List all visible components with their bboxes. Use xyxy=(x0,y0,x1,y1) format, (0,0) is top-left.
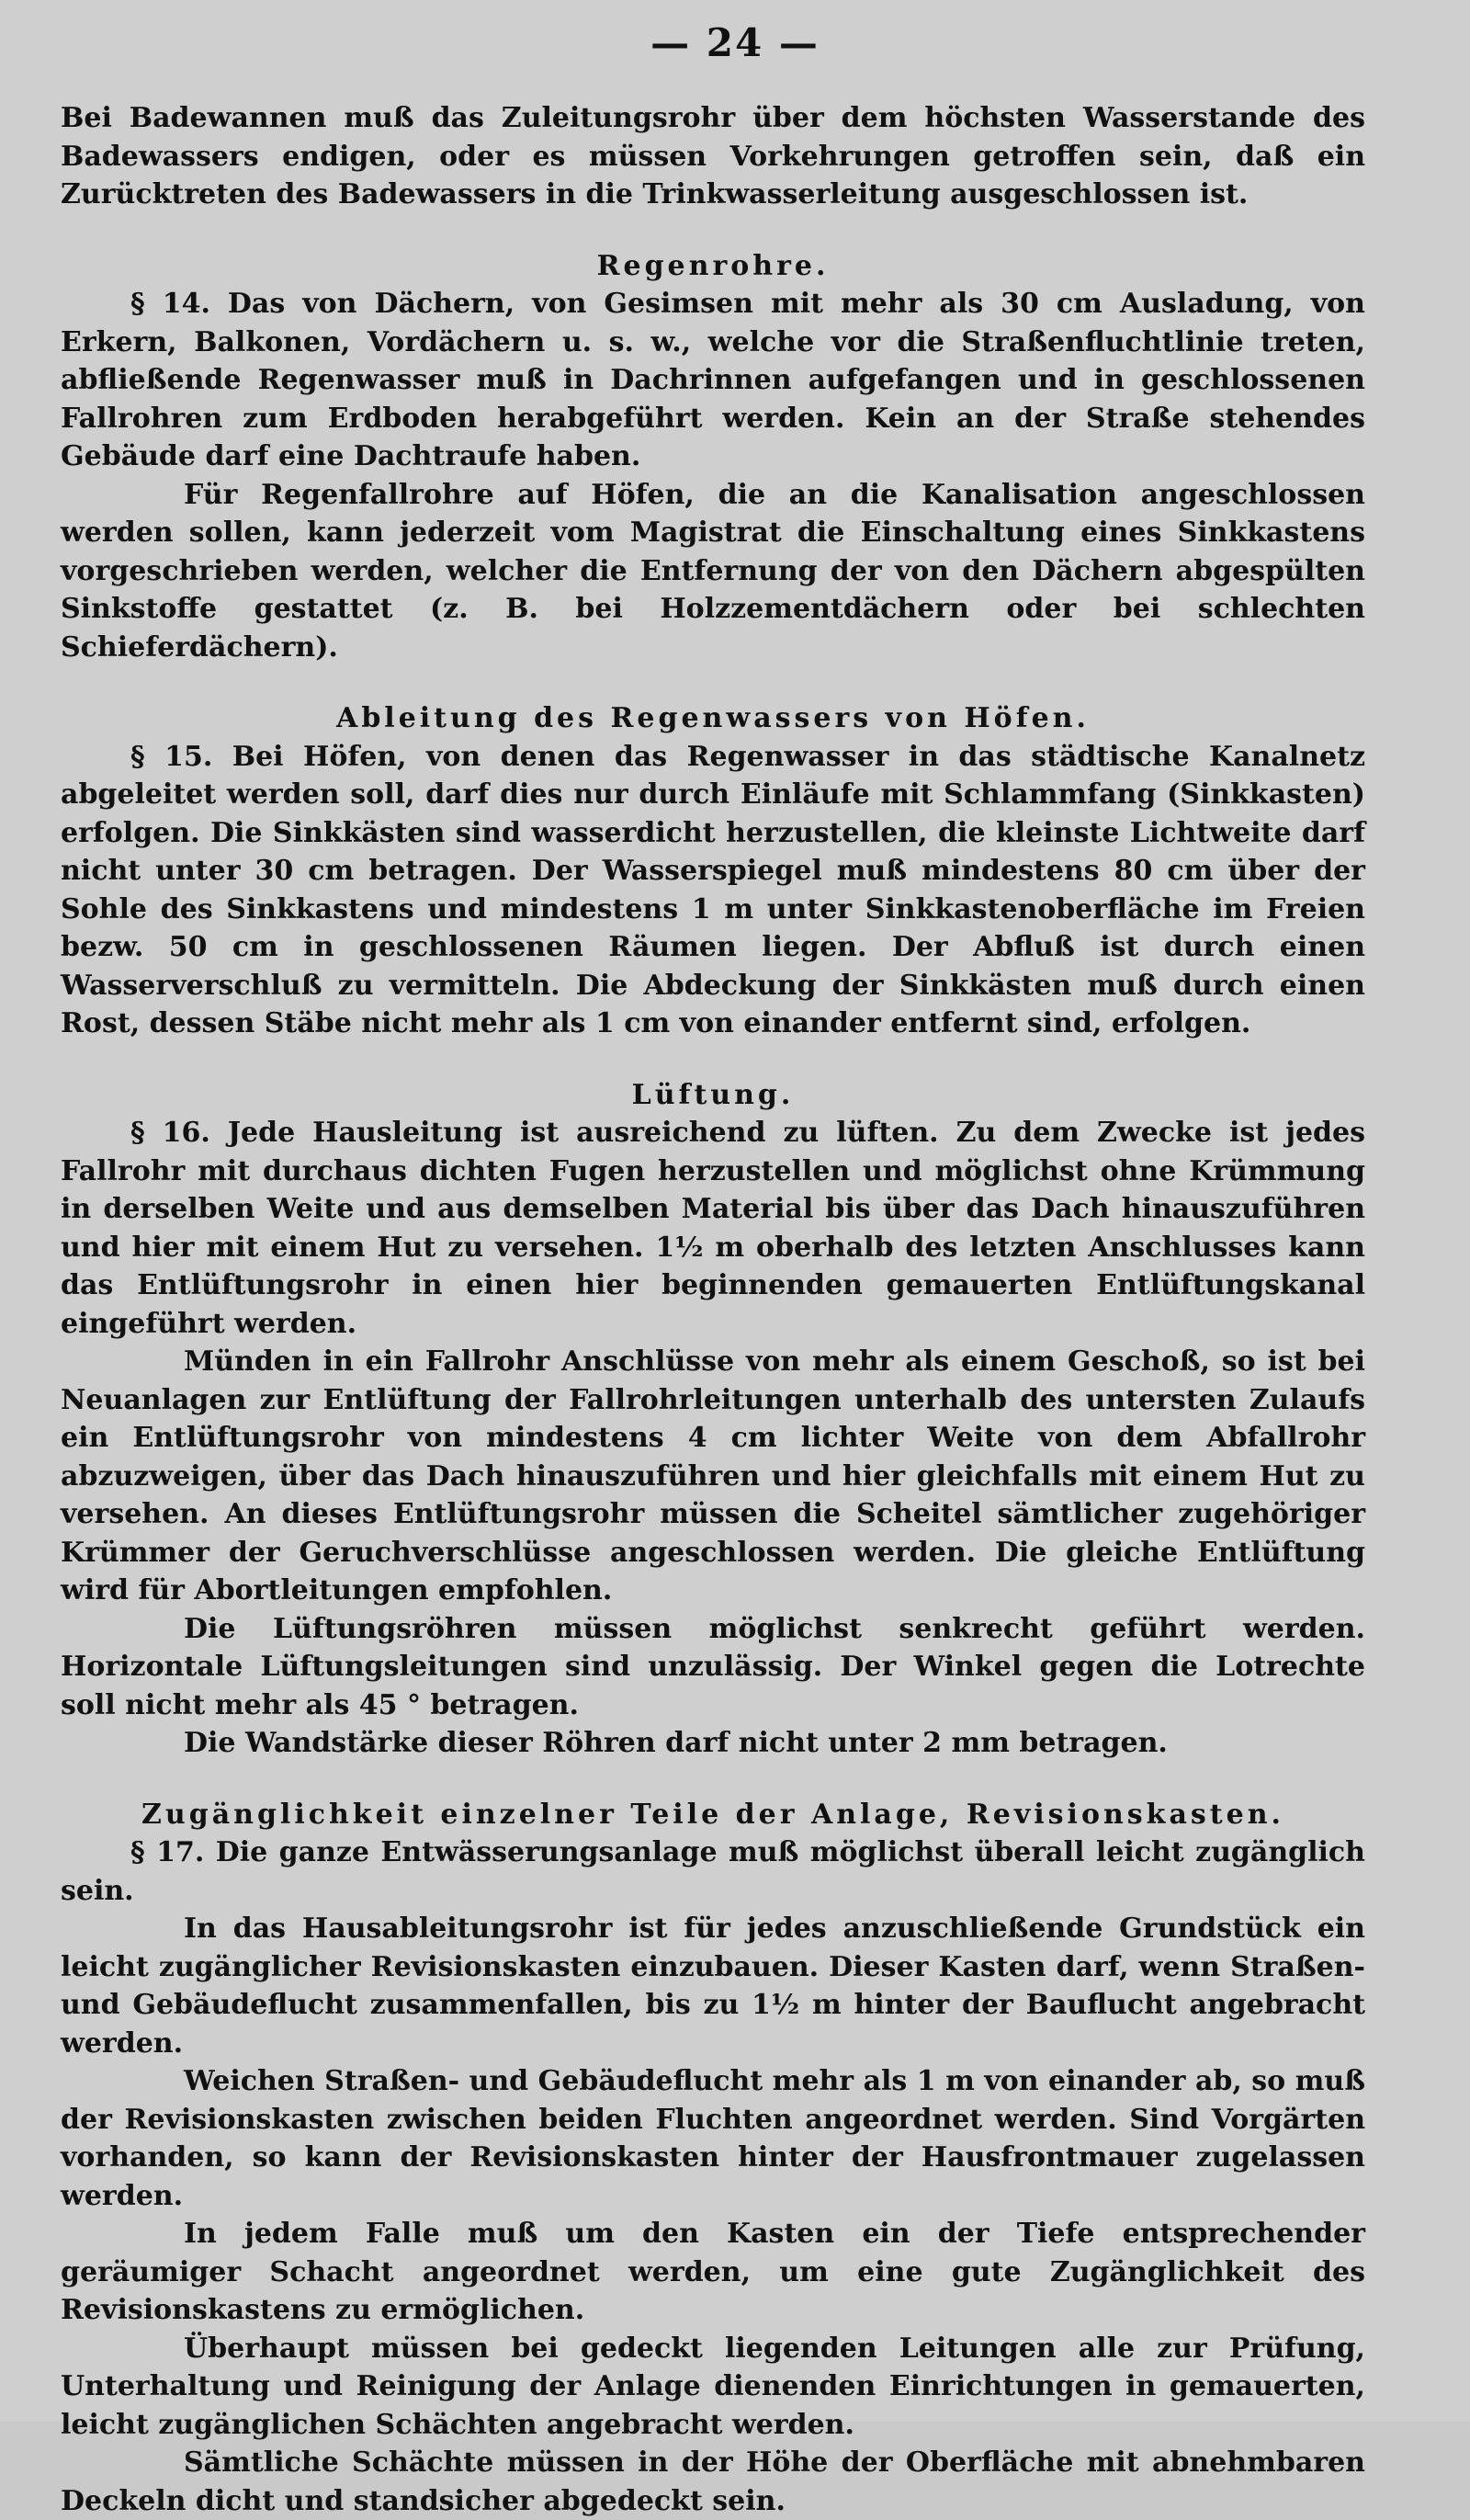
paragraph-17: § 17. Die ganze Entwässerungsanlage muß möglichst überall leicht zugänglich sein. xyxy=(61,1836,1365,1907)
paragraph-17-5: Überhaupt müssen bei gedeckt liegenden Leitungen alle zur Prüfung, Unterhaltung und Reinigung der Anlage dienenden Einrichtungen in gemauerten, leicht zugänglichen Schächten angebracht werden. xyxy=(61,2332,1365,2441)
page-number: — 24 — xyxy=(650,20,820,65)
paragraph-16: § 16. Jede Hausleitung ist ausreichend zu lüften. Zu dem Zwecke ist jedes Fallrohr mit durchaus dichten Fugen herzustellen und möglichst ohne Krümmung in derselben Weite und aus demselben Material bis über das Dach hinauszuführen und hier mit einem Hut zu versehen. 1½ m oberhalb des letzten Anschlusses kann das Entlüftungsrohr in einen hier beginnenden gemauerten Entlüftungskanal eingeführt werden. xyxy=(61,1117,1365,1340)
page-body xyxy=(61,99,1365,2520)
paragraph-15: § 15. Bei Höfen, von denen das Regenwasser in das städtische Kanalnetz abgeleitet werden soll, darf dies nur durch Einläufe mit Schlammfang (Sinkkasten) erfolgen. Die Sinkkästen sind wasserdicht herzustellen, die kleinste Lichtweite darf nicht unter 30 cm betragen. Der Wasserspiegel muß mindestens 80 cm über der Sohle des Sinkkastens und mindestens 1 m unter Sinkkastenoberfläche im Freien bezw. 50 cm in geschlossenen Räumen liegen. Der Abfluß ist durch einen Wasserverschluß zu vermitteln. Die Abdeckung der Sinkkästen muß durch einen Rost, dessen Stäbe nicht mehr als 1 cm von einander entfernt sind, erfolgen. xyxy=(61,740,1365,1039)
paragraph-16-3: Die Lüftungsröhren müssen möglichst senkrecht geführt werden. Horizontale Lüftungsleitungen sind unzulässig. Der Winkel gegen die Lotrechte soll nicht mehr als 45 ° betragen. xyxy=(61,1612,1365,1721)
paragraph-14: § 14. Das von Dächern, von Gesimsen mit mehr als 30 cm Ausladung, von Erkern, Balkonen, Vordächern u. s. w., welche vor die Straßenfluchtlinie treten, abfließende Regenwasser muß in Dachrinnen aufgefangen und in geschlossenen Fallrohren zum Erdboden herabgeführt werden. Kein an der Straße stehendes Gebäude darf eine Dachtraufe haben. xyxy=(61,288,1365,472)
intro-paragraph: Bei Badewannen muß das Zuleitungsrohr über dem höchsten Wasserstande des Badewassers endigen, oder es müssen Vorkehrungen getroffen sein, daß ein Zurücktreten des Badewassers in die Trinkwasserleitung ausgeschlossen ist. xyxy=(61,102,1365,210)
paragraph-17-6: Sämtliche Schächte müssen in der Höhe der Oberfläche mit abnehmbaren Deckeln dicht und standsicher abgedeckt sein. xyxy=(61,2446,1365,2517)
section-heading-regenrohre: Regenrohre. xyxy=(596,249,830,282)
paragraph-16-2: Münden in ein Fallrohr Anschlüsse von mehr als einem Geschoß, so ist bei Neuanlagen zur Entlüftung der Fallrohrleitungen unterhalb des untersten Zulaufs ein Entlüftungsrohr von mindestens 4 cm lichter Weite von dem Abfallrohr abzuzweigen, über das Dach hinauszuführen und hier gleichfalls mit einem Hut zu versehen. An dieses Entlüftungsrohr müssen die Scheitel sämtlicher zugehöriger Krümmer der Geruchverschlüsse angeschlossen werden. Die gleiche Entlüftung wird für Abortleitungen empfohlen. xyxy=(61,1345,1365,1606)
section-heading-ableitung: Ableitung des Regenwassers von Höfen. xyxy=(336,702,1090,734)
section-heading-zugaenglichkeit: Zugänglichkeit einzelner Teile der Anlage, Revisionskasten. xyxy=(141,1798,1284,1831)
paragraph-14-2: Für Regenfallrohre auf Höfen, die an die Kanalisation angeschlossen werden sollen, kann jederzeit vom Magistrat die Einschaltung eines Sinkkastens vorgeschrieben werden, welcher die Entfernung der von den Dächern abgespülten Sinkstoffe gestattet (z. B. bei Holzzementdächern oder bei schlechten Schieferdächern). xyxy=(61,478,1365,664)
section-heading-lueftung: Lüftung. xyxy=(631,1078,795,1111)
paragraph-17-2: In das Hausableitungsrohr ist für jedes anzuschließende Grundstück ein leicht zugänglicher Revisionskasten einzubauen. Dieser Kasten darf, wenn Straßen- und Gebäudeflucht zusammenfallen, bis zu 1½ m hinter der Bauflucht angebracht werden. xyxy=(61,1913,1365,2060)
paragraph-16-4: Die Wandstärke dieser Röhren darf nicht unter 2 mm betragen. xyxy=(184,1727,1168,1759)
paragraph-17-3: Weichen Straßen- und Gebäudeflucht mehr als 1 m von einander ab, so muß der Revisionskasten zwischen beiden Fluchten angeordnet werden. Sind Vorgärten vorhanden, so kann der Revisionskasten hinter der Hausfrontmauer zugelassen werden. xyxy=(61,2065,1365,2212)
paragraph-17-4: In jedem Falle muß um den Kasten ein der Tiefe entsprechender geräumiger Schacht angeordnet werden, um eine gute Zugänglichkeit des Revisionskastens zu ermöglichen. xyxy=(61,2218,1365,2326)
